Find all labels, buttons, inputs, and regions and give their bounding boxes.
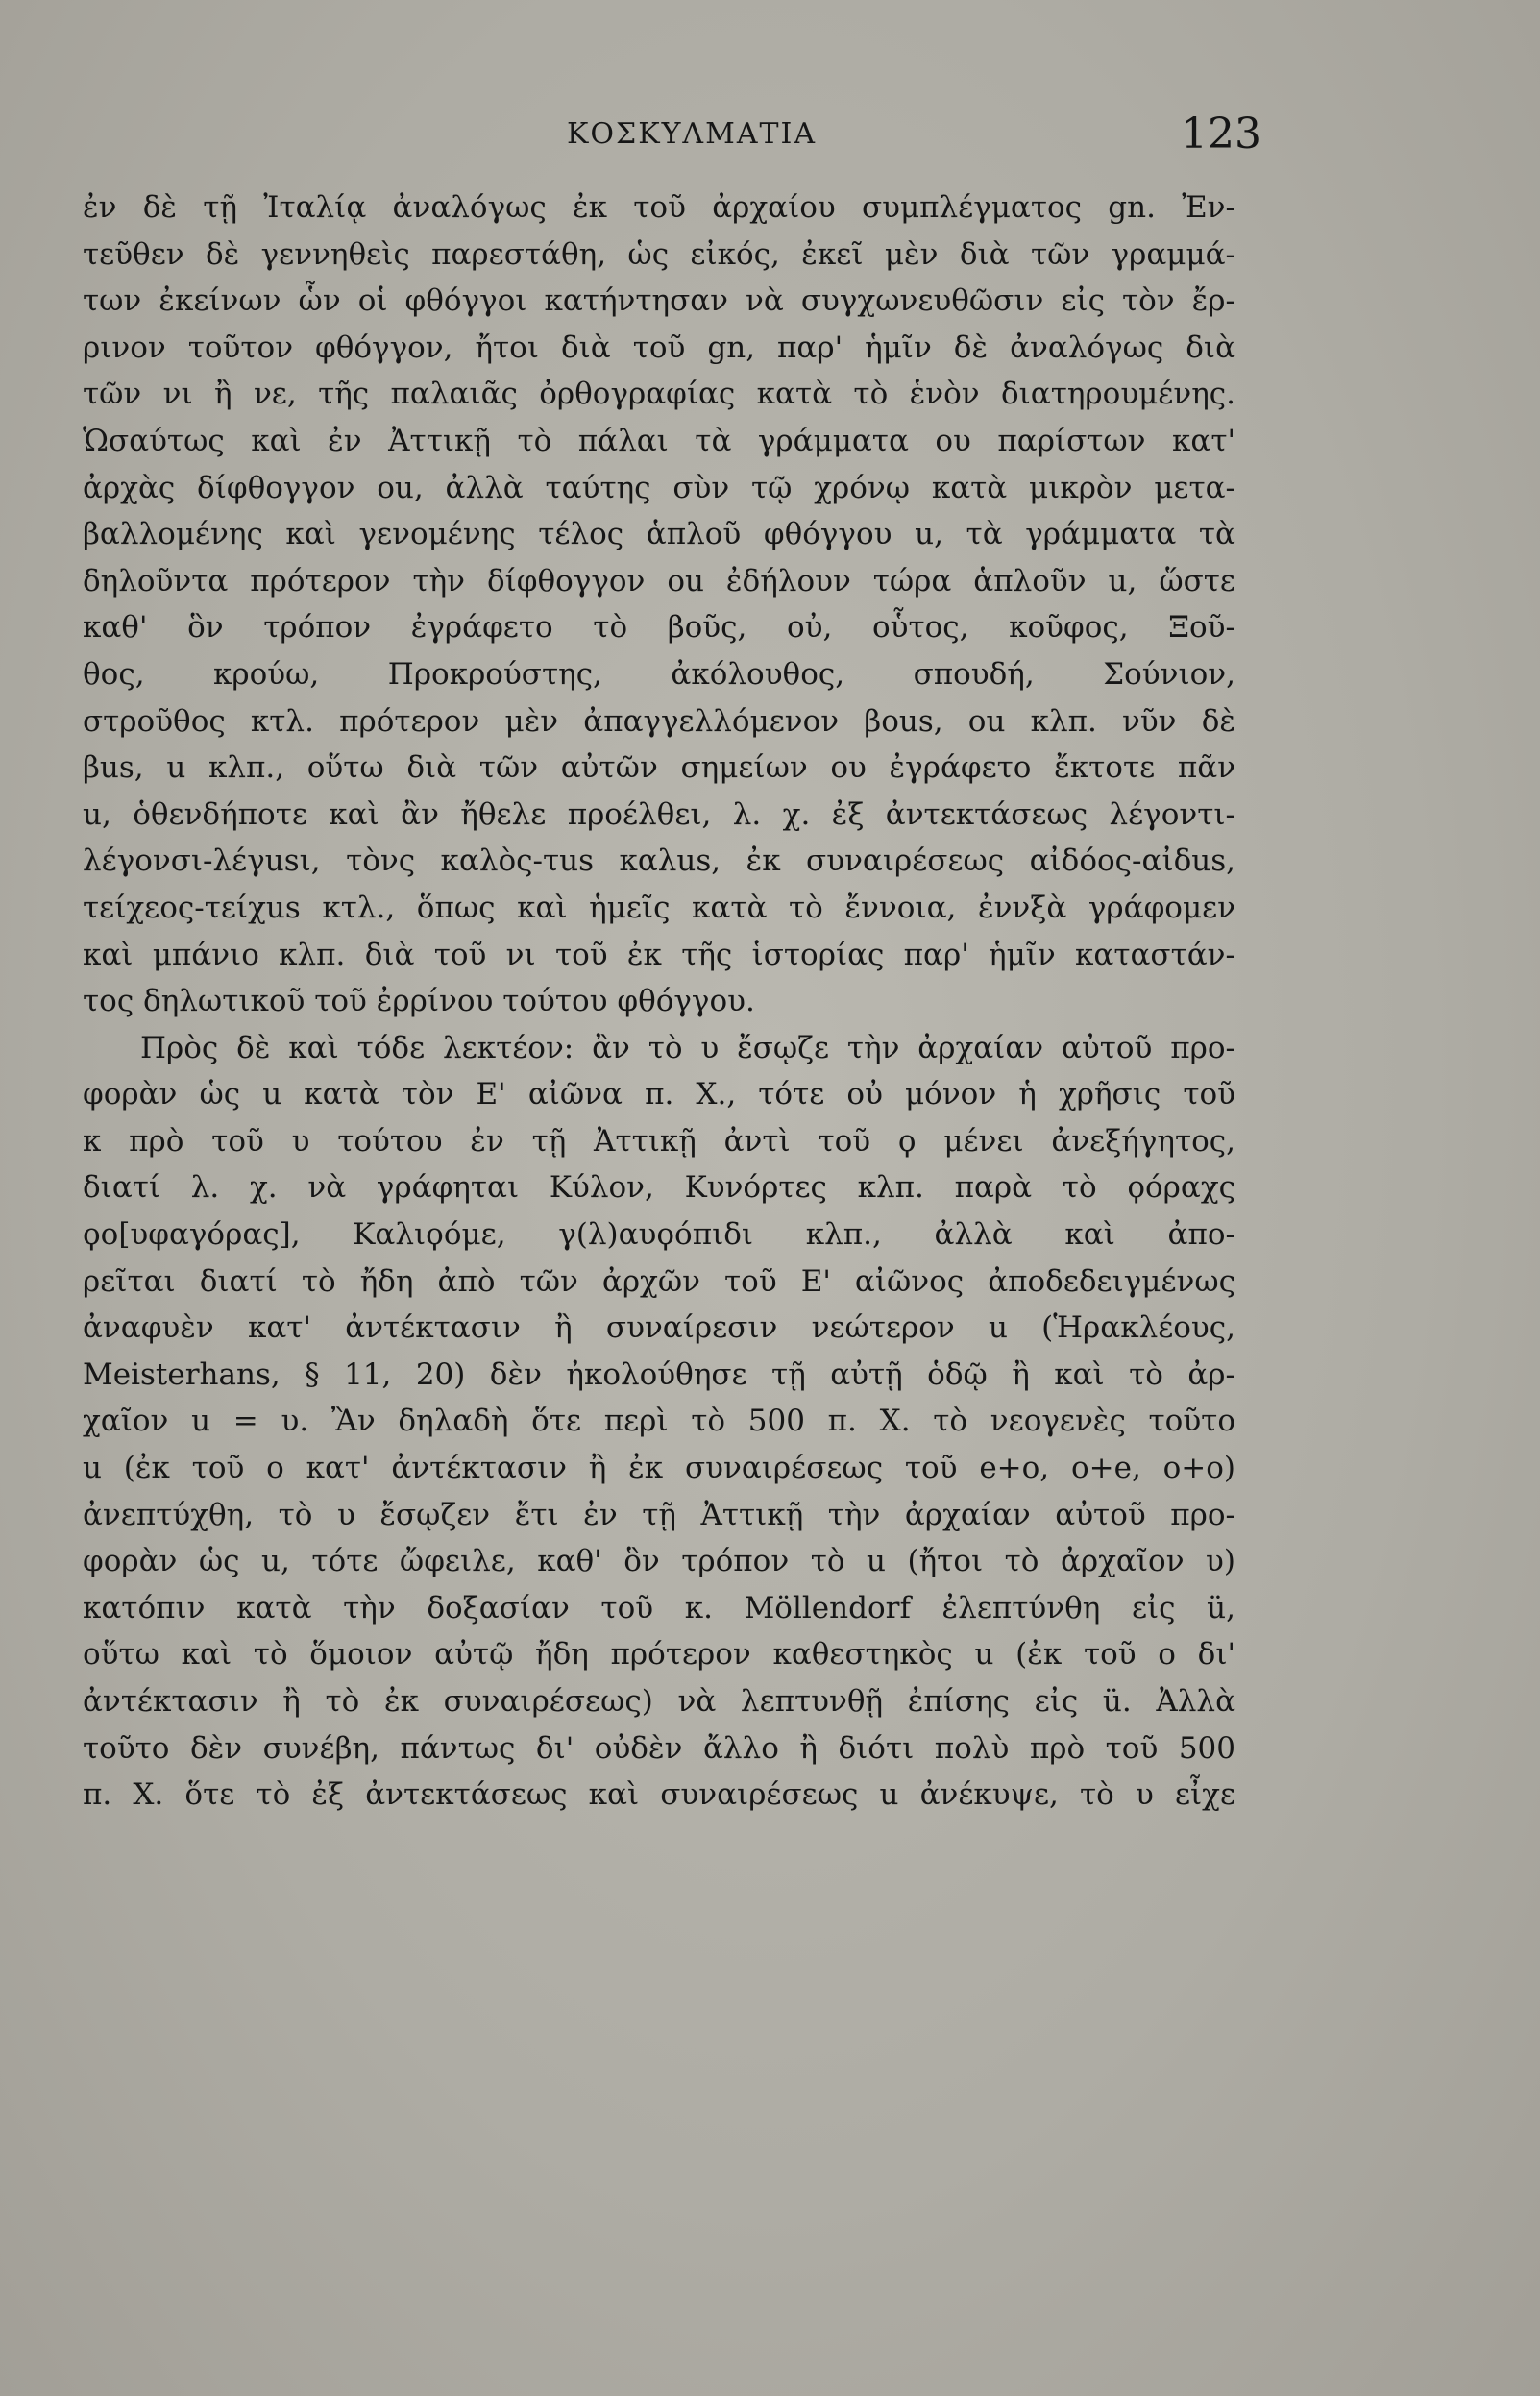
text-line: u, ὁθενδήποτε καὶ ἂν ἤθελε προέλθει, λ. χ. ἐξ ἀντεκτάσεως λέγοντι- bbox=[83, 796, 1235, 832]
text-line: φορὰν ὡς u, τότε ὤφειλε, καθ' ὃν τρόπον τὸ u (ἤτοι τὸ ἀρχαῖον υ) bbox=[83, 1544, 1235, 1579]
text-line: ἀνεπτύχθη, τὸ υ ἔσῳζεν ἔτι ἐν τῇ Ἀττικῇ τὴν ἀρχαίαν αὐτοῦ προ- bbox=[83, 1497, 1235, 1532]
text-line: ἐν δὲ τῇ Ἰταλίᾳ ἀναλόγως ἐκ τοῦ ἀρχαίου συμπλέγματος gn. Ἐν- bbox=[83, 190, 1235, 225]
text-line: βαλλομένης καὶ γενομένης τέλος ἁπλοῦ φθόγγου u, τὰ γράμματα τὰ bbox=[83, 517, 1235, 552]
text-line: βus, u κλπ., οὕτω διὰ τῶν αὐτῶν σημείων ου ἐγράφετο ἔκτοτε πᾶν bbox=[83, 750, 1235, 786]
text-line: ἀντέκτασιν ἢ τὸ ἐκ συναιρέσεως) νὰ λεπτυνθῇ ἐπίσης εἰς ü. Ἀλλὰ bbox=[83, 1684, 1235, 1719]
text-line: ρινον τοῦτον φθόγγον, ἤτοι διὰ τοῦ gn, παρ' ἡμῖν δὲ ἀναλόγως διὰ bbox=[83, 330, 1235, 365]
text-line: καθ' ὃν τρόπον ἐγράφετο τὸ βοῦς, οὐ, οὗτος, κοῦφος, Ξοῦ- bbox=[83, 610, 1235, 646]
text-line: διατί λ. χ. νὰ γράφηται Κύλον, Κυνόρτες κλπ. παρὰ τὸ ϙόραχς bbox=[83, 1170, 1235, 1206]
text-line: τεῦθεν δὲ γεννηθεὶς παρεστάθη, ὡς εἰκός, ἐκεῖ μὲν διὰ τῶν γραμμά- bbox=[83, 236, 1235, 272]
text-line: τῶν νι ἢ νε, τῆς παλαιᾶς ὀρθογραφίας κατὰ τὸ ἑνὸν διατηρουμένης. bbox=[83, 377, 1235, 412]
text-line: π. Χ. ὅτε τὸ ἐξ ἀντεκτάσεως καὶ συναιρέσεως u ἀνέκυψε, τὸ υ εἶχε bbox=[83, 1777, 1235, 1813]
text-line: ἀναφυὲν κατ' ἀντέκτασιν ἢ συναίρεσιν νεώτερον u (Ἡρακλέους, bbox=[83, 1310, 1235, 1346]
text-line: των ἐκείνων ὧν οἱ φθόγγοι κατήντησαν νὰ συγχωνευθῶσιν εἰς τὸν ἔρ- bbox=[83, 283, 1235, 319]
page-number: 123 bbox=[1181, 110, 1261, 159]
page-header bbox=[0, 110, 1540, 175]
text-line: ρεῖται διατί τὸ ἤδη ἀπὸ τῶν ἀρχῶν τοῦ Ε' αἰῶνος ἀποδεδειγμένως bbox=[83, 1263, 1235, 1299]
text-line: u (ἐκ τοῦ ο κατ' ἀντέκτασιν ἢ ἐκ συναιρέσεως τοῦ e+ο, ο+e, ο+ο) bbox=[83, 1451, 1235, 1486]
text-line: θος, κρούω, Προκρούστης, ἀκόλουθος, σπουδή, Σούνιον, bbox=[83, 656, 1235, 692]
running-title: ΚΟΣΚΥΛΜΑΤΙΑ bbox=[567, 117, 818, 151]
text-line: στροῦθος κτλ. πρότερον μὲν ἀπαγγελλόμενον βous, ou κλπ. νῦν δὲ bbox=[83, 703, 1235, 739]
body-text bbox=[83, 184, 1235, 1819]
text-line: φορὰν ὡς u κατὰ τὸν Ε' αἰῶνα π. Χ., τότε οὐ μόνον ἡ χρῆσις τοῦ bbox=[83, 1077, 1235, 1112]
text-line: Meisterhans, § 11, 20) δὲν ἠκολούθησε τῇ αὐτῇ ὁδῷ ἢ καὶ τὸ ἀρ- bbox=[83, 1357, 1235, 1392]
text-line: δηλοῦντα πρότερον τὴν δίφθογγον ou ἐδήλουν τώρα ἁπλοῦν u, ὥστε bbox=[83, 563, 1235, 599]
text-line: Πρὸς δὲ καὶ τόδε λεκτέον: ἂν τὸ υ ἔσῳζε τὴν ἀρχαίαν αὐτοῦ προ- bbox=[140, 1030, 1235, 1065]
text-line: κατόπιν κατὰ τὴν δοξασίαν τοῦ κ. Möllendorf ἐλεπτύνθη εἰς ü, bbox=[83, 1590, 1235, 1626]
text-line: χαῖον u = υ. Ἂν δηλαδὴ ὅτε περὶ τὸ 500 π. Χ. τὸ νεογενὲς τοῦτο bbox=[83, 1404, 1235, 1439]
text-line: τος δηλωτικοῦ τοῦ ἐρρίνου τούτου φθόγγου. bbox=[83, 984, 755, 1019]
text-line: κ πρὸ τοῦ υ τούτου ἐν τῇ Ἀττικῇ ἀντὶ τοῦ ϙ μένει ἀνεξήγητος, bbox=[83, 1123, 1235, 1159]
text-line: οὕτω καὶ τὸ ὅμοιον αὐτῷ ἤδη πρότερον καθεστηκὸς u (ἐκ τοῦ ο δι' bbox=[83, 1637, 1235, 1673]
text-line: τείχεος-τείχus κτλ., ὅπως καὶ ἡμεῖς κατὰ τὸ ἔννοια, ἐννξὰ γράφομεν bbox=[83, 890, 1235, 925]
text-line: τοῦτο δὲν συνέβη, πάντως δι' οὐδὲν ἄλλο ἢ διότι πολὺ πρὸ τοῦ 500 bbox=[83, 1730, 1235, 1766]
text-line: καὶ μπάνιο κλπ. διὰ τοῦ νι τοῦ ἐκ τῆς ἱστορίας παρ' ἡμῖν καταστάν- bbox=[83, 937, 1235, 972]
text-line: Ὡσαύτως καὶ ἐν Ἀττικῇ τὸ πάλαι τὰ γράμματα ου παρίστων κατ' bbox=[83, 423, 1235, 458]
text-line: ἀρχὰς δίφθογγον ou, ἀλλὰ ταύτης σὺν τῷ χρόνῳ κατὰ μικρὸν μετα- bbox=[83, 470, 1235, 505]
text-line: λέγονσι-λέγusι, τὸνς καλὸς-τus καλus, ἐκ συναιρέσεως αἰδόος-αἰδus, bbox=[83, 843, 1235, 879]
text-line: ϙο[υφαγόρας], Καλιϙόμε, γ(λ)αυϙόπιδι κλπ., ἀλλὰ καὶ ἀπο- bbox=[83, 1217, 1235, 1253]
